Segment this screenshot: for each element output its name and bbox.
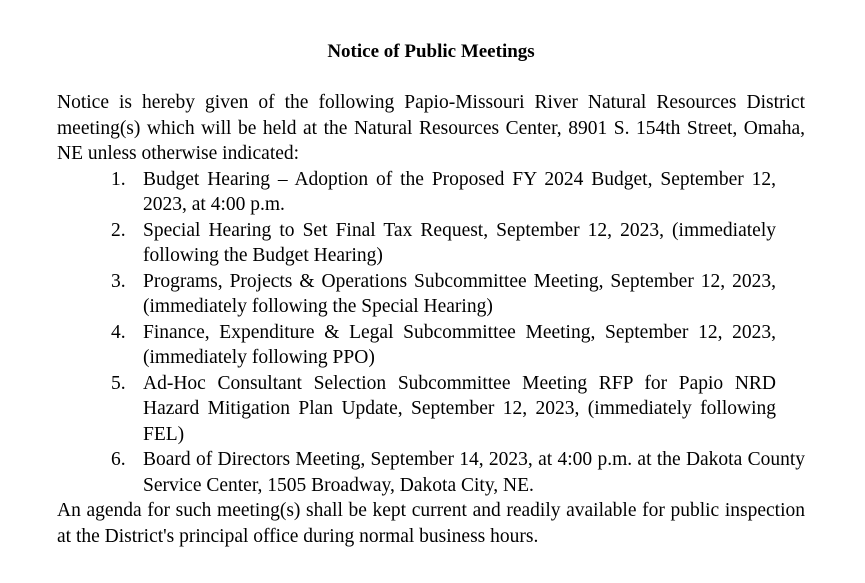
meeting-number: 1. [111, 168, 126, 190]
notice-closing: An agenda for such meeting(s) shall be kept current and readily available for public inspection at the District's principal office during normal business hours. [57, 500, 805, 547]
meeting-text: Programs, Projects & Operations Subcommittee Meeting, September 12, 2023, (immediately following the Special Hearing) [143, 270, 776, 317]
meeting-item [111, 447, 805, 498]
meeting-item [111, 371, 776, 448]
meeting-text: Budget Hearing – Adoption of the Proposed FY 2024 Budget, September 12, 2023, at 4:00 p.m. [143, 168, 776, 215]
meeting-list [57, 167, 805, 499]
meeting-item [111, 269, 776, 320]
meeting-text: Ad-Hoc Consultant Selection Subcommittee Meeting RFP for Papio NRD Hazard Mitigation Plan Update, September 12, 2023, (immediately following FEL) [143, 372, 776, 445]
meeting-number: 6. [111, 449, 126, 470]
meeting-number: 3. [111, 270, 126, 292]
notice-document [57, 38, 805, 549]
meeting-item [111, 218, 776, 269]
meeting-number: 2. [111, 219, 126, 241]
meeting-text: Special Hearing to Set Final Tax Request, September 12, 2023, (immediately following the Budget Hearing) [143, 219, 776, 266]
meeting-number: 5. [111, 372, 126, 394]
notice-intro: Notice is hereby given of the following Papio-Missouri River Natural Resources District meeting(s) which will be held at the Natural Resources Center, 8901 S. 154th Street, Omaha, NE unless otherwise indicated: [57, 92, 805, 164]
meeting-item [111, 167, 776, 218]
meeting-text: Board of Directors Meeting, September 14, 2023, at 4:00 p.m. at the Dakota County Service Center, 1505 Broadway, Dakota City, NE. [143, 449, 805, 496]
notice-title: Notice of Public Meetings [327, 41, 535, 62]
meeting-item [111, 320, 776, 371]
meeting-number: 4. [111, 321, 126, 343]
meeting-text: Finance, Expenditure & Legal Subcommittee Meeting, September 12, 2023, (immediately following PPO) [143, 321, 776, 368]
